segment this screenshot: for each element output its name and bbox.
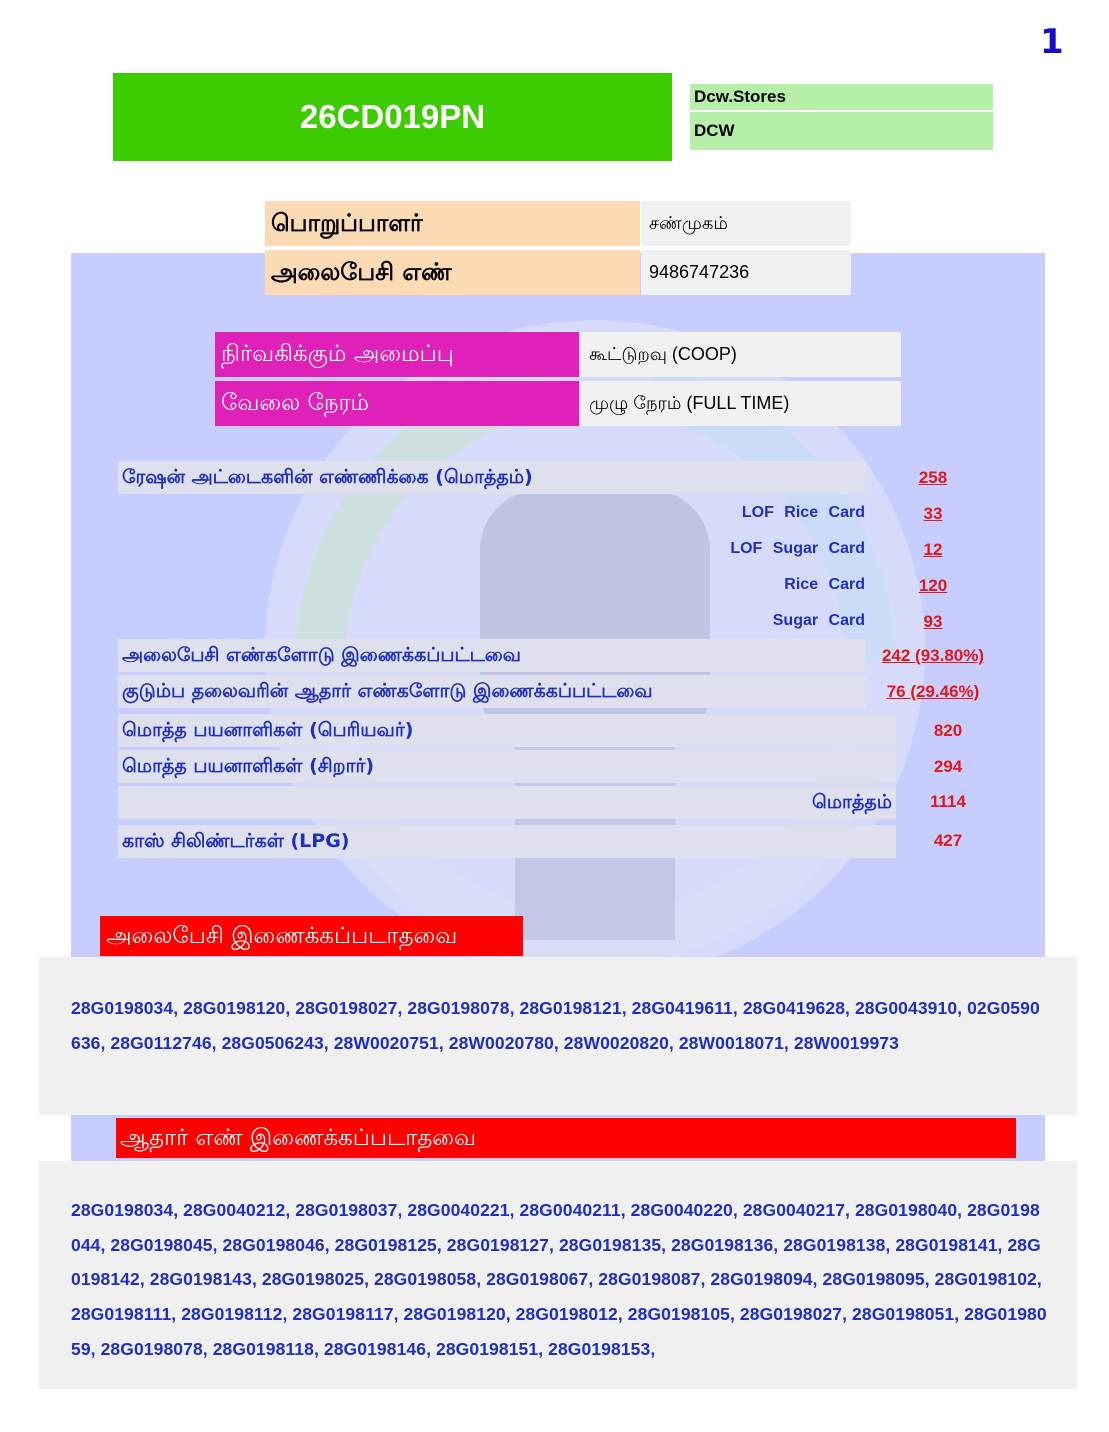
cards-total-label: ரேஷன் அட்டைகளின் எண்ணிக்கை (மொத்தம்) xyxy=(118,461,866,494)
incharge-label: பொறுப்பாளர் xyxy=(265,201,640,246)
sugar-card-label: Sugar Card xyxy=(772,612,865,629)
beneficiaries-total-value: 1114 xyxy=(930,792,966,811)
page-number: 1 xyxy=(1040,22,1064,62)
mobile-unlinked-list-box xyxy=(39,957,1077,1115)
work-time-label: வேலை நேரம் xyxy=(215,381,579,426)
adult-beneficiaries-value: 820 xyxy=(933,721,963,740)
mobile-number-label: அலைபேசி எண் xyxy=(265,250,640,295)
aadhaar-unlinked-header: ஆதார் எண் இணைக்கப்படாதவை xyxy=(116,1118,1016,1158)
mobile-linked-value[interactable]: 242 (93.80%) xyxy=(881,646,985,665)
lof-rice-card-label: LOF Rice Card xyxy=(741,504,865,521)
mobile-number-value: 9486747236 xyxy=(641,250,851,295)
beneficiaries-total-label: மொத்தம் xyxy=(118,786,896,819)
aadhaar-unlinked-list-box xyxy=(39,1161,1077,1389)
adult-beneficiaries-label: மொத்த பயனாளிகள் (பெரியவர்) xyxy=(118,714,896,747)
store-org: DCW xyxy=(690,112,993,150)
lpg-cylinders-label: காஸ் சிலிண்டர்கள் (LPG) xyxy=(118,825,896,858)
aadhaar-linked-label: குடும்ப தலைவரின் ஆதார் எண்களோடு இணைக்கப்பட்டவை xyxy=(118,675,866,708)
managing-org-label: நிர்வகிக்கும் அமைப்பு xyxy=(215,332,579,377)
child-beneficiaries-label: மொத்த பயனாளிகள் (சிறார்) xyxy=(118,750,896,783)
lof-sugar-card-label: LOF Sugar Card xyxy=(730,540,865,557)
managing-org-value: கூட்டுறவு (COOP) xyxy=(581,332,901,377)
work-time-value: முழு நேரம் (FULL TIME) xyxy=(581,381,901,426)
lof-rice-card-value[interactable]: 33 xyxy=(923,504,943,523)
rice-card-label: Rice Card xyxy=(784,576,865,593)
cards-total-value[interactable]: 258 xyxy=(918,468,948,487)
sugar-card-value[interactable]: 93 xyxy=(923,612,943,631)
mobile-unlinked-header: அலைபேசி இணைக்கப்படாதவை xyxy=(100,916,523,956)
child-beneficiaries-value: 294 xyxy=(933,757,963,776)
shop-code: 26CD019PN xyxy=(113,73,672,161)
mobile-linked-label: அலைபேசி எண்களோடு இணைக்கப்பட்டவை xyxy=(118,639,866,672)
mobile-unlinked-card-list: 28G0198034, 28G0198120, 28G0198027, 28G0198078, 28G0198121, 28G0419611, 28G0419628, 28G0043910, 02G0590636, 28G0112746, 28G0506243, 28W0020751, 28W0020780, 28W0020820, 28W0018071, 28W0019973 xyxy=(71,998,1040,1053)
lpg-cylinders-value: 427 xyxy=(933,831,963,850)
incharge-value: சண்முகம் xyxy=(641,201,851,246)
aadhaar-linked-value[interactable]: 76 (29.46%) xyxy=(886,682,980,701)
rice-card-value[interactable]: 120 xyxy=(918,576,948,595)
lof-sugar-card-value[interactable]: 12 xyxy=(923,540,943,559)
store-name: Dcw.Stores xyxy=(690,84,993,110)
aadhaar-unlinked-card-list: 28G0198034, 28G0040212, 28G0198037, 28G0040221, 28G0040211, 28G0040220, 28G0040217, 28G0198040, 28G0198044, 28G0198045, 28G0198046, 28G0198125, 28G0198127, 28G0198135, 28G0198136, 28G0198138, 28G0198141, 28G0198142, 28G0198143, 28G0198025, 28G0198058, 28G0198067, 28G0198087, 28G0198094, 28G0198095, 28G0198102, 28G0198111, 28G0198112, 28G0198117, 28G0198120, 28G0198012, 28G0198105, 28G0198027, 28G0198051, 28G0198059, 28G0198078, 28G0198118, 28G0198146, 28G0198151, 28G0198153, xyxy=(71,1200,1047,1359)
